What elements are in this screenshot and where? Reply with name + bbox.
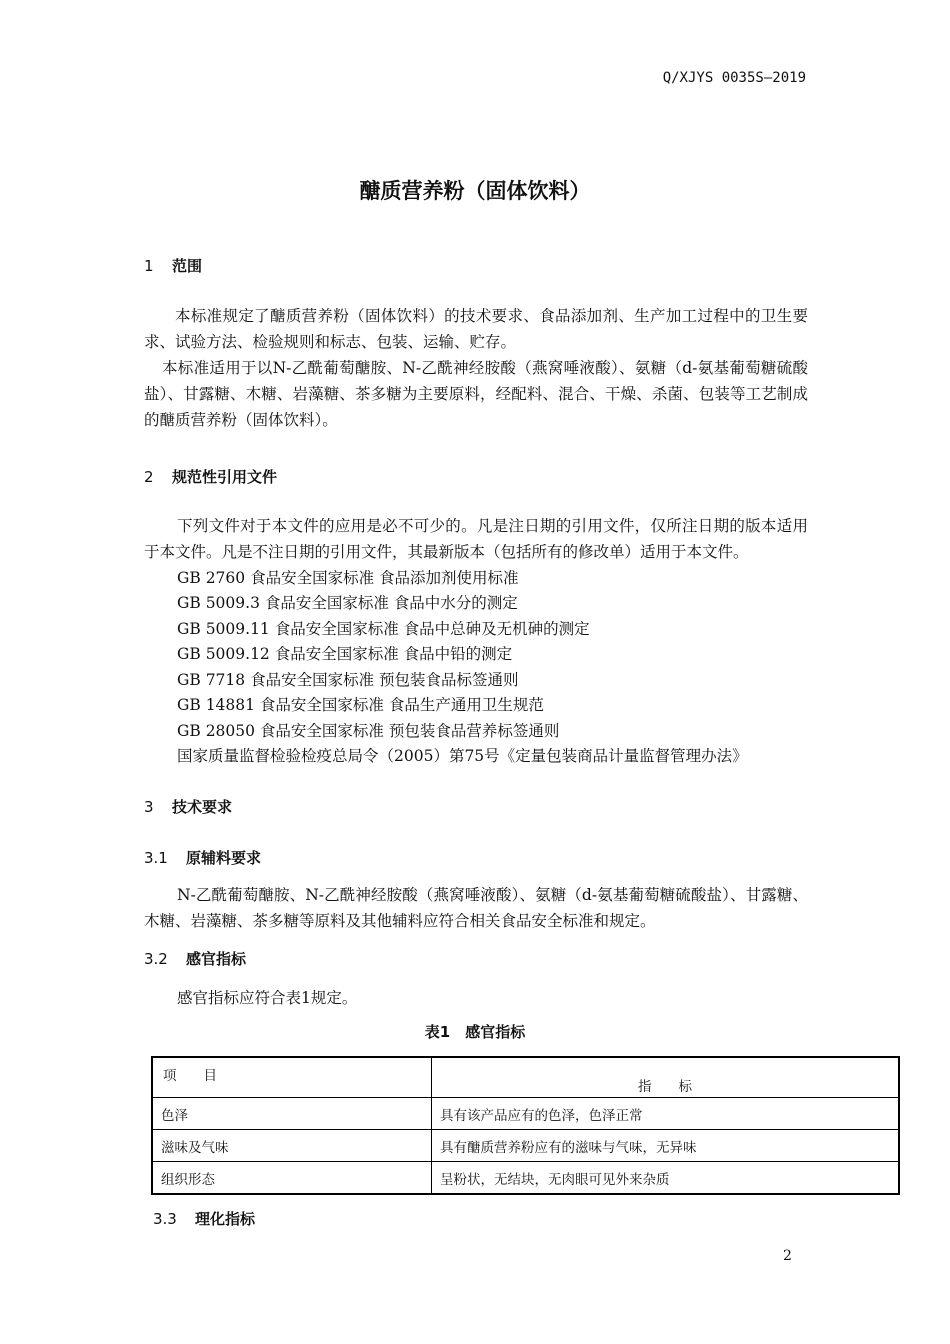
reference-item: GB 7718 食品安全国家标准 预包装食品标签通则: [177, 671, 519, 689]
subsection-heading-3-2: [144, 948, 246, 969]
table-cell-item: 组织形态: [152, 1162, 432, 1195]
subsection-number: 3.3: [153, 1210, 177, 1228]
subsection-heading-3-3: [153, 1208, 255, 1229]
reference-item: GB 28050 食品安全国家标准 预包装食品营养标签通则: [177, 722, 560, 740]
table-header-item: 项 目: [152, 1057, 432, 1098]
subsection-heading-3-1: [144, 847, 261, 868]
reference-item: GB 5009.11 食品安全国家标准 食品中总砷及无机砷的测定: [177, 620, 590, 638]
section-title: 范围: [172, 257, 203, 275]
section-title: 技术要求: [172, 798, 233, 816]
table-row: [152, 1162, 899, 1195]
table-cell-item: 滋味及气味: [152, 1130, 432, 1162]
table-caption: 表1 感官指标: [424, 1023, 526, 1041]
raw-materials-paragraph: N-乙酰葡萄醣胺、N-乙酰神经胺酸（燕窝唾液酸）、氨糖（d-氨基葡萄糖硫酸盐）、甘露糖、木糖、岩藻糖、茶多糖等原料及其他辅料应符合相关食品安全标准和规定。: [144, 886, 808, 930]
subsection-number: 3.2: [144, 950, 168, 968]
scope-paragraph-2: 本标准适用于以N-乙酰葡萄醣胺、N-乙酰神经胺酸（燕窝唾液酸）、氨糖（d-氨基葡萄糖硫酸盐）、甘露糖、木糖、岩藻糖、茶多糖为主要原料，经配料、混合、干燥、杀菌、包装等工艺制成的醣质营养粉（固体饮料）。: [144, 359, 808, 429]
reference-item: 国家质量监督检验检疫总局令（2005）第75号《定量包装商品计量监督管理办法》: [177, 747, 748, 765]
table-cell-index: 呈粉状，无结块，无肉眼可见外来杂质: [432, 1162, 900, 1195]
reference-item: GB 5009.3 食品安全国家标准 食品中水分的测定: [177, 594, 518, 612]
section-heading-1: [144, 255, 202, 276]
scope-paragraph-1: 本标准规定了醣质营养粉（固体饮料）的技术要求、食品添加剂、生产加工过程中的卫生要求、试验方法、检验规则和标志、包装、运输、贮存。: [144, 307, 808, 351]
references-paragraph: 下列文件对于本文件的应用是必不可少的。凡是注日期的引用文件，仅所注日期的版本适用于本文件。凡是不注日期的引用文件，其最新版本（包括所有的修改单）适用于本文件。: [144, 517, 808, 561]
table-cell-index: 具有醣质营养粉应有的滋味与气味，无异味: [432, 1130, 900, 1162]
page-number: 2: [783, 1248, 792, 1264]
sensory-table: [151, 1056, 900, 1195]
subsection-number: 3.1: [144, 849, 168, 867]
subsection-title: 理化指标: [195, 1210, 256, 1228]
table-header-index: 指 标: [432, 1057, 900, 1098]
reference-item: GB 5009.12 食品安全国家标准 食品中铅的测定: [177, 645, 513, 663]
section-number: 1: [144, 257, 154, 275]
subsection-title: 感官指标: [186, 950, 247, 968]
section-heading-2: [144, 466, 277, 487]
section-number: 2: [144, 468, 154, 486]
sensory-paragraph: 感官指标应符合表1规定。: [177, 989, 358, 1007]
section-number: 3: [144, 798, 154, 816]
section-heading-3: [144, 796, 232, 817]
table-header-row: [152, 1057, 899, 1098]
subsection-title: 原辅料要求: [186, 849, 262, 867]
page-title: 醣质营养粉（固体饮料）: [359, 179, 591, 203]
table-row: [152, 1130, 899, 1162]
table-cell-index: 具有该产品应有的色泽，色泽正常: [432, 1098, 900, 1130]
reference-item: GB 14881 食品安全国家标准 食品生产通用卫生规范: [177, 696, 544, 714]
table-row: [152, 1098, 899, 1130]
reference-item: GB 2760 食品安全国家标准 食品添加剂使用标准: [177, 569, 519, 587]
document-number: Q/XJYS 0035S—2019: [662, 70, 806, 86]
table-cell-item: 色泽: [152, 1098, 432, 1130]
section-title: 规范性引用文件: [172, 468, 278, 486]
